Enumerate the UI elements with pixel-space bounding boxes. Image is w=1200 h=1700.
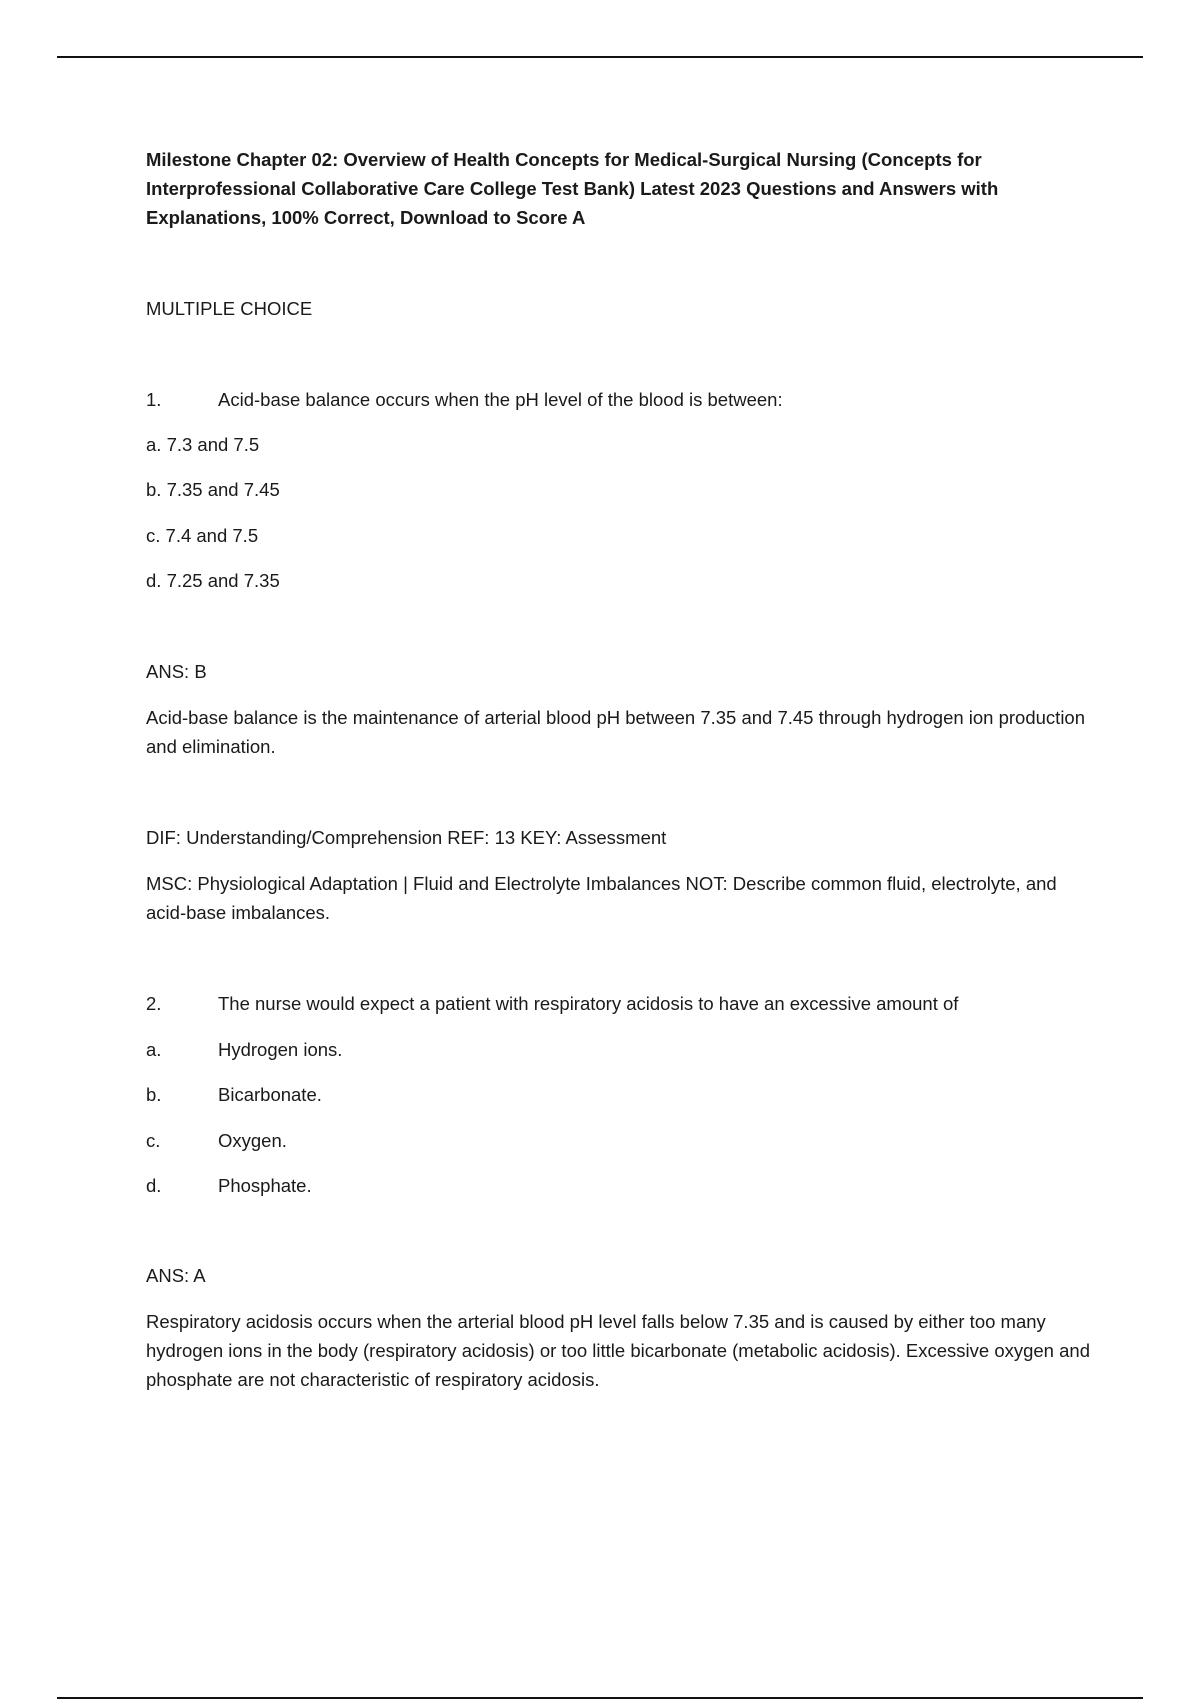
section-heading: MULTIPLE CHOICE	[146, 298, 313, 319]
q2-option-d	[146, 1171, 1096, 1200]
option-letter: a.	[146, 1039, 162, 1060]
q2-option-a	[146, 1035, 1096, 1064]
document-title: Milestone Chapter 02: Overview of Health Concepts for Medical-Surgical Nursing (Concepts for Interprofessional Collaborative Care College Test Bank) Latest 2023 Questions and Answers with Explanations, 100% Correct, Download to Score A	[146, 149, 999, 228]
question-1-stem-row	[146, 385, 1096, 414]
option-text: Hydrogen ions.	[218, 1039, 343, 1060]
question-number: 1.	[146, 389, 162, 410]
q1-rationale: Acid-base balance is the maintenance of arterial blood pH between 7.35 and 7.45 through hydrogen ion production and elimination.	[146, 707, 1086, 757]
bottom-rule	[57, 1697, 1143, 1699]
option-letter: b.	[146, 1084, 162, 1105]
q1-msc-line: MSC: Physiological Adaptation | Fluid and Electrolyte Imbalances NOT: Describe common fluid, electrolyte, and acid-base imbalances.	[146, 873, 1057, 923]
option-letter: d.	[146, 1175, 162, 1196]
option-letter: c.	[146, 1130, 161, 1151]
option-text: Phosphate.	[218, 1175, 312, 1196]
top-rule	[57, 56, 1143, 58]
question-2-stem-row	[146, 989, 1096, 1018]
q1-dif-line: DIF: Understanding/Comprehension REF: 13 KEY: Assessment	[146, 827, 667, 848]
q1-answer: ANS: B	[146, 661, 207, 682]
option-text: Oxygen.	[218, 1130, 287, 1151]
q1-option-d: d. 7.25 and 7.35	[146, 570, 280, 591]
option-text: Bicarbonate.	[218, 1084, 322, 1105]
q2-option-b	[146, 1080, 1096, 1109]
q1-option-c: c. 7.4 and 7.5	[146, 525, 259, 546]
q2-option-c	[146, 1126, 1096, 1155]
question-stem: The nurse would expect a patient with respiratory acidosis to have an excessive amount of	[218, 993, 959, 1014]
q2-answer: ANS: A	[146, 1265, 206, 1286]
q2-rationale: Respiratory acidosis occurs when the arterial blood pH level falls below 7.35 and is caused by either too many hydrogen ions in the body (respiratory acidosis) or too little bicarbonate (metabolic acidosis). Excessive oxygen and phosphate are not characteristic of respiratory acidosis.	[146, 1311, 1090, 1390]
q1-option-a: a. 7.3 and 7.5	[146, 434, 260, 455]
question-number: 2.	[146, 993, 162, 1014]
question-stem: Acid-base balance occurs when the pH level of the blood is between:	[218, 389, 783, 410]
q1-option-b: b. 7.35 and 7.45	[146, 479, 280, 500]
